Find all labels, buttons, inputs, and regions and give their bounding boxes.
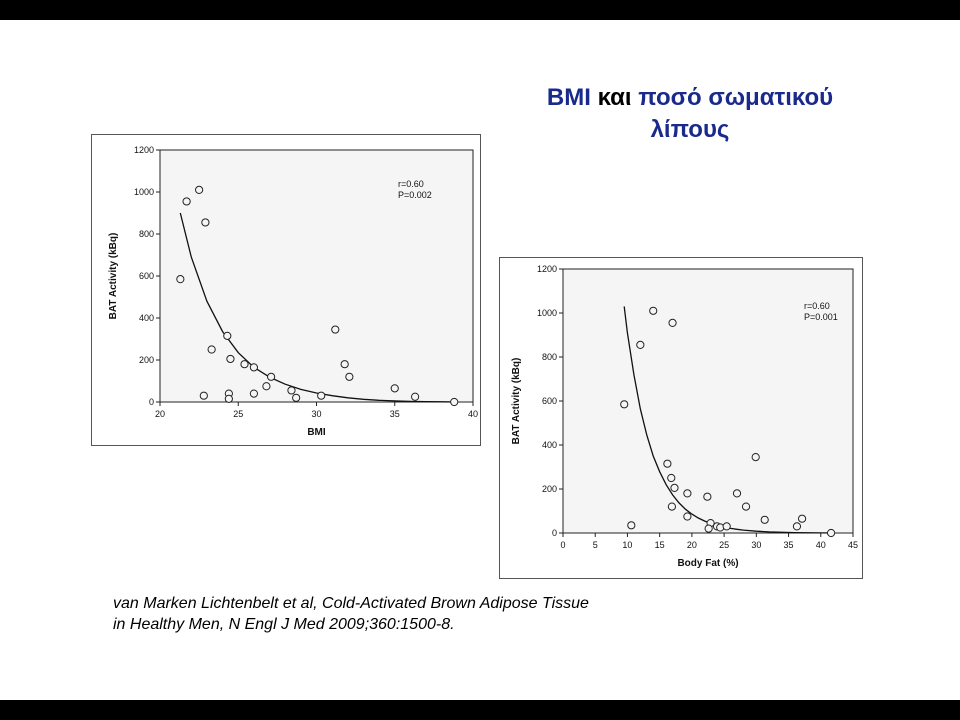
bmi-scatter-svg <box>92 135 480 445</box>
bodyfat-x-axis-label: Body Fat (%) <box>677 558 739 569</box>
bmi-y-tick-label-1: 200 <box>138 355 154 365</box>
bodyfat-data-point-17 <box>733 490 740 497</box>
bmi-data-point-9 <box>225 395 232 402</box>
bodyfat-y-axis-label: BAT Activity (kBq) <box>511 357 522 445</box>
title-bmi: BMI <box>546 84 591 111</box>
bmi-y-tick-label-3: 600 <box>138 271 154 281</box>
bodyfat-x-tick-label-0: 0 <box>560 540 566 550</box>
bodyfat-data-point-21 <box>793 523 800 530</box>
bodyfat-y-tick-label-0: 0 <box>551 528 557 538</box>
slide-title <box>480 82 900 146</box>
bodyfat-data-point-19 <box>752 454 759 461</box>
bmi-data-point-17 <box>318 392 325 399</box>
bmi-data-point-3 <box>202 219 209 226</box>
bodyfat-x-tick-label-7: 35 <box>783 540 794 550</box>
bmi-stats-line-1: P=0.002 <box>398 190 432 200</box>
slide-title-line-1 <box>480 82 900 114</box>
bmi-data-point-16 <box>293 394 300 401</box>
citation-line-1: van Marken Lichtenbelt et al, Cold-Activated Brown Adipose Tissue <box>113 595 589 612</box>
bmi-data-point-14 <box>268 373 275 380</box>
bodyfat-x-tick-label-6: 30 <box>751 540 762 550</box>
bmi-data-point-5 <box>224 332 231 339</box>
bodyfat-x-tick-label-1: 5 <box>592 540 598 550</box>
title-connector: και <box>597 84 632 111</box>
bmi-data-point-1 <box>183 198 190 205</box>
bmi-y-tick-label-5: 1000 <box>133 187 154 197</box>
bmi-x-tick-label-1: 25 <box>233 409 244 419</box>
bodyfat-data-point-1 <box>637 341 644 348</box>
bmi-stats-line-0: r=0.60 <box>398 179 424 189</box>
bmi-data-point-11 <box>250 364 257 371</box>
bmi-data-point-7 <box>200 392 207 399</box>
top-black-bar <box>0 0 960 20</box>
bodyfat-scatter-chart <box>499 257 863 579</box>
bodyfat-x-tick-label-4: 20 <box>686 540 697 550</box>
bmi-data-point-13 <box>263 383 270 390</box>
bodyfat-data-point-6 <box>671 484 678 491</box>
bodyfat-x-tick-label-5: 25 <box>719 540 730 550</box>
bodyfat-data-point-5 <box>668 474 675 481</box>
bmi-y-tick-label-4: 800 <box>138 229 154 239</box>
bodyfat-y-tick-label-3: 600 <box>541 396 557 406</box>
bodyfat-data-point-20 <box>761 516 768 523</box>
bodyfat-data-point-16 <box>723 523 730 530</box>
bmi-y-tick-label-2: 400 <box>138 313 154 323</box>
citation <box>113 593 813 635</box>
bodyfat-y-tick-label-4: 800 <box>541 352 557 362</box>
title-body-fat: ποσό σωματικού <box>638 84 834 111</box>
bodyfat-x-tick-label-9: 45 <box>847 540 859 550</box>
bodyfat-data-point-7 <box>668 503 675 510</box>
bodyfat-data-point-2 <box>650 307 657 314</box>
bodyfat-data-point-22 <box>798 515 805 522</box>
bodyfat-x-tick-label-3: 15 <box>654 540 665 550</box>
bmi-data-point-22 <box>411 393 418 400</box>
bodyfat-stats-line-0: r=0.60 <box>804 301 830 311</box>
bodyfat-data-point-18 <box>742 503 749 510</box>
bodyfat-y-tick-label-5: 1000 <box>536 308 557 318</box>
bodyfat-data-point-8 <box>628 522 635 529</box>
bmi-y-tick-label-6: 1200 <box>133 145 154 155</box>
bmi-x-tick-label-3: 35 <box>389 409 400 419</box>
slide-title-line-2: λίπους <box>650 116 730 143</box>
bodyfat-stats-line-1: P=0.001 <box>804 312 838 322</box>
bodyfat-x-tick-label-8: 40 <box>815 540 826 550</box>
bmi-y-tick-label-0: 0 <box>148 397 154 407</box>
bodyfat-y-tick-label-1: 200 <box>541 484 557 494</box>
bmi-data-point-10 <box>241 361 248 368</box>
bodyfat-data-point-4 <box>664 460 671 467</box>
bodyfat-data-point-11 <box>704 493 711 500</box>
bottom-black-bar <box>0 700 960 720</box>
bodyfat-data-point-10 <box>684 513 691 520</box>
bmi-x-axis-label: BMI <box>307 427 326 438</box>
bodyfat-data-point-9 <box>684 490 691 497</box>
bmi-y-axis-label: BAT Activity (kBq) <box>108 232 119 320</box>
bmi-data-point-15 <box>288 387 295 394</box>
bmi-plot-area <box>160 150 473 402</box>
bodyfat-data-point-0 <box>621 401 628 408</box>
bodyfat-y-tick-label-2: 400 <box>541 440 557 450</box>
bodyfat-data-point-23 <box>827 529 834 536</box>
bmi-data-point-21 <box>391 385 398 392</box>
bodyfat-scatter-svg <box>500 258 862 578</box>
bmi-scatter-chart <box>91 134 481 446</box>
bodyfat-y-tick-label-6: 1200 <box>536 264 557 274</box>
bmi-data-point-12 <box>250 390 257 397</box>
bmi-x-tick-label-0: 20 <box>154 409 166 419</box>
bmi-data-point-0 <box>177 276 184 283</box>
citation-line-2: in Healthy Men, N Engl J Med 2009;360:1500-8. <box>113 616 455 633</box>
bodyfat-data-point-13 <box>705 525 712 532</box>
bmi-data-point-6 <box>227 355 234 362</box>
bodyfat-x-tick-label-2: 10 <box>622 540 633 550</box>
bmi-data-point-19 <box>341 361 348 368</box>
bmi-data-point-18 <box>332 326 339 333</box>
bodyfat-data-point-3 <box>669 319 676 326</box>
bmi-data-point-23 <box>451 398 458 405</box>
bmi-x-tick-label-2: 30 <box>311 409 322 419</box>
bmi-data-point-4 <box>208 346 215 353</box>
bmi-data-point-2 <box>196 186 203 193</box>
bmi-x-tick-label-4: 40 <box>467 409 479 419</box>
bmi-data-point-20 <box>346 373 353 380</box>
